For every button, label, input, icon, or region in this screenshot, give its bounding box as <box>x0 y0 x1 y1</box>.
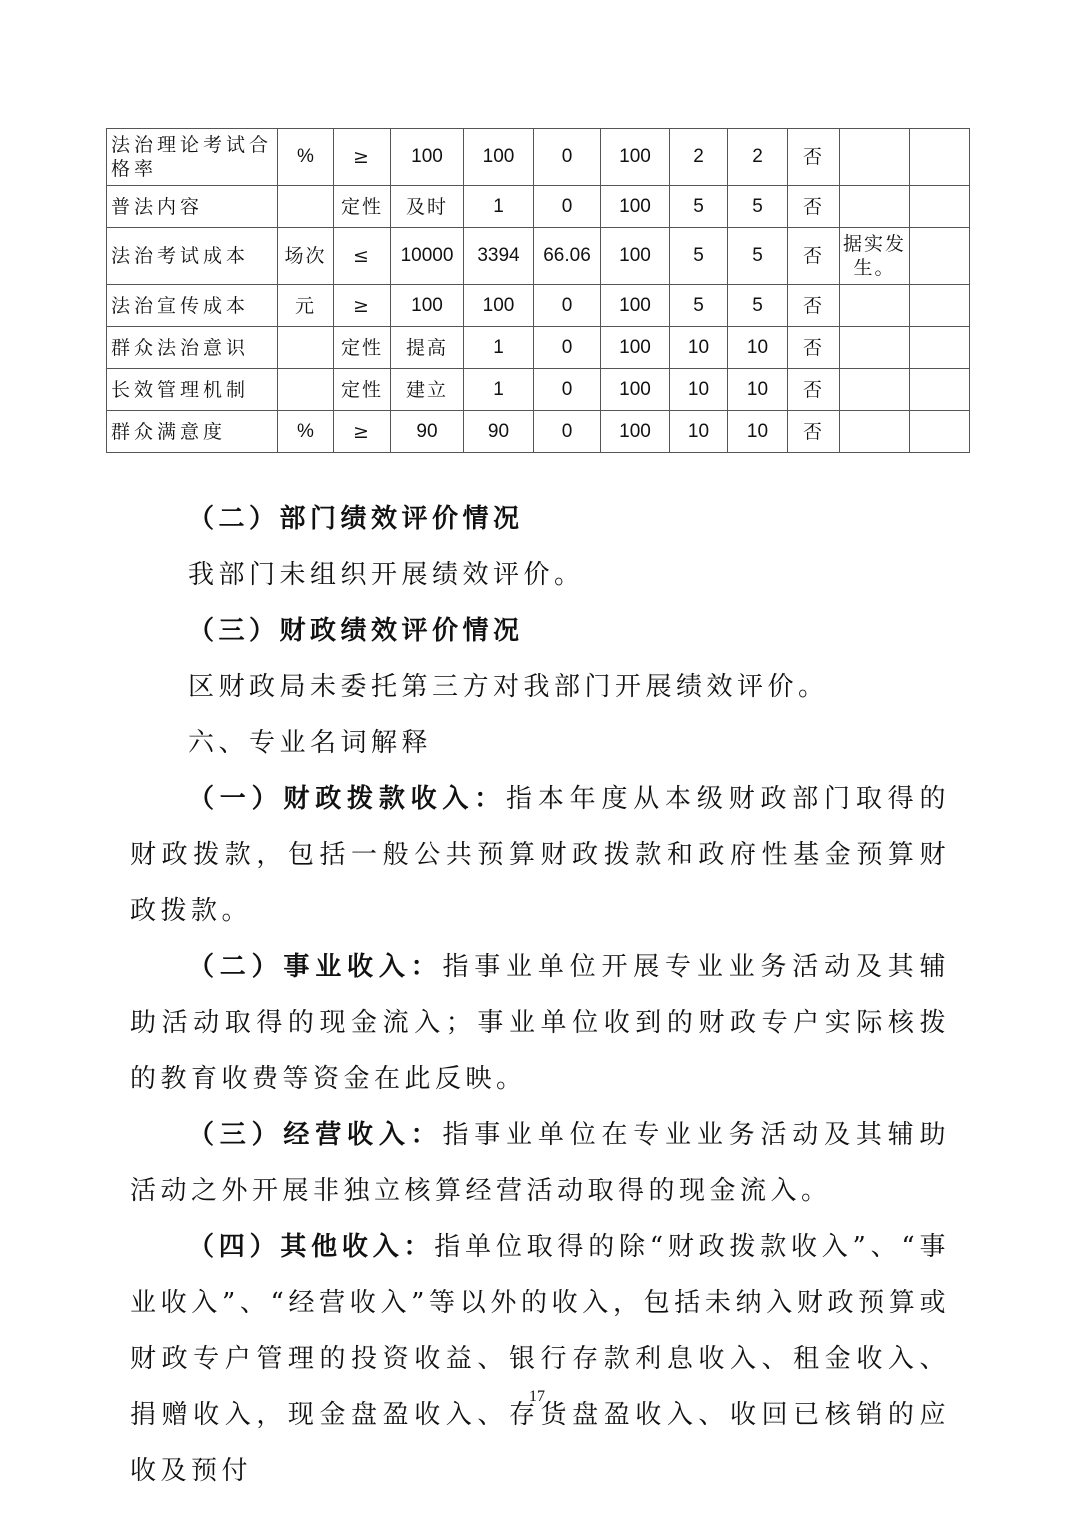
table-cell: 10 <box>670 411 728 453</box>
table-cell: 1 <box>464 327 534 369</box>
table-cell: 100 <box>601 186 670 228</box>
table-cell: 否 <box>788 369 840 411</box>
table-cell: 场次 <box>278 228 334 285</box>
page-number: 17 <box>529 1388 545 1405</box>
table-cell <box>910 228 970 285</box>
table-cell: % <box>278 129 334 186</box>
table-cell: 0 <box>534 327 601 369</box>
table-cell: 元 <box>278 285 334 327</box>
table-cell: 0 <box>534 369 601 411</box>
table-cell: 定性 <box>334 369 391 411</box>
table-row <box>107 327 970 369</box>
term-definition: 指单位取得的除“财政拨款收入”、“事业收入”、“经营收入”等以外的收入，包括未纳入财政预算或财政专户管理的投资收益、银行存款利息收入、租金收入、捐赠收入，现金盘盈收入、存货盘盈收入、收回已核销的应收及预付 <box>130 1232 950 1486</box>
table-cell <box>910 186 970 228</box>
table-cell: 定性 <box>334 327 391 369</box>
term-paragraph <box>130 1107 950 1219</box>
table-cell: 据实发生。 <box>840 228 910 285</box>
table-cell: 100 <box>601 369 670 411</box>
table-row <box>107 186 970 228</box>
table-row <box>107 369 970 411</box>
table-cell: 100 <box>601 411 670 453</box>
indicator-name-cell: 法治理论考试合格率 <box>107 129 278 186</box>
indicator-name-cell: 法治考试成本 <box>107 228 278 285</box>
table-cell: 否 <box>788 228 840 285</box>
term-paragraph <box>130 1219 950 1499</box>
table-cell <box>840 285 910 327</box>
term-label: （三）经营收入： <box>188 1120 443 1150</box>
table-cell: 100 <box>391 129 464 186</box>
table-cell: 100 <box>601 285 670 327</box>
term-paragraph <box>130 939 950 1107</box>
dept-eval-heading: （二）部门绩效评价情况 <box>188 504 524 534</box>
table-cell: ≤ <box>334 228 391 285</box>
table-cell: 10 <box>670 327 728 369</box>
term-definition: 指事业单位开展专业业务活动及其辅助活动取得的现金流入；事业单位收到的财政专户实际核拨的教育收费等资金在此反映。 <box>130 952 950 1094</box>
indicator-name-cell: 群众满意度 <box>107 411 278 453</box>
table-cell: 5 <box>728 186 788 228</box>
term-definition: 指本年度从本级财政部门取得的财政拨款，包括一般公共预算财政拨款和政府性基金预算财政拨款。 <box>130 784 950 926</box>
table-cell: 0 <box>534 285 601 327</box>
table-cell <box>278 186 334 228</box>
table-cell <box>278 327 334 369</box>
table-cell <box>910 129 970 186</box>
table-cell: 100 <box>601 129 670 186</box>
indicator-name-cell: 法治宣传成本 <box>107 285 278 327</box>
table-cell: 否 <box>788 285 840 327</box>
table-cell: 5 <box>670 285 728 327</box>
table-cell: 1 <box>464 186 534 228</box>
table-cell: 2 <box>728 129 788 186</box>
table-cell: 90 <box>464 411 534 453</box>
table-cell: 10 <box>728 327 788 369</box>
table-cell: 0 <box>534 129 601 186</box>
table-cell: 建立 <box>391 369 464 411</box>
table-cell <box>840 411 910 453</box>
fin-eval-heading: （三）财政绩效评价情况 <box>188 616 524 646</box>
table-cell: 66.06 <box>534 228 601 285</box>
table-cell <box>910 369 970 411</box>
table-cell: ≥ <box>334 129 391 186</box>
table-cell: 10 <box>670 369 728 411</box>
table-cell: % <box>278 411 334 453</box>
table-body <box>107 129 970 453</box>
table-cell: 3394 <box>464 228 534 285</box>
table-cell <box>910 411 970 453</box>
table-cell: 提高 <box>391 327 464 369</box>
table-cell: 100 <box>391 285 464 327</box>
table-cell: ≥ <box>334 285 391 327</box>
table-row <box>107 228 970 285</box>
table-row <box>107 285 970 327</box>
table-cell: 定性 <box>334 186 391 228</box>
table-cell: 0 <box>534 186 601 228</box>
table-cell <box>910 285 970 327</box>
term-paragraph <box>130 771 950 939</box>
term-label: （一）财政拨款收入： <box>188 784 507 814</box>
table-cell: 100 <box>601 327 670 369</box>
table-cell: 否 <box>788 411 840 453</box>
table-cell <box>840 327 910 369</box>
table-cell: 100 <box>464 285 534 327</box>
indicator-name-cell: 普法内容 <box>107 186 278 228</box>
table-cell: 10000 <box>391 228 464 285</box>
table-cell: 10 <box>728 411 788 453</box>
table-cell: 100 <box>464 129 534 186</box>
term-label: （二）事业收入： <box>188 952 443 982</box>
terms-heading: 六、专业名词解释 <box>188 728 433 758</box>
table-row <box>107 129 970 186</box>
table-cell <box>840 369 910 411</box>
table-cell: ≥ <box>334 411 391 453</box>
indicator-name-cell: 群众法治意识 <box>107 327 278 369</box>
table-cell: 5 <box>670 228 728 285</box>
table-cell: 90 <box>391 411 464 453</box>
table-cell: 100 <box>601 228 670 285</box>
table-cell: 否 <box>788 327 840 369</box>
performance-indicator-table <box>106 128 970 453</box>
table-cell: 1 <box>464 369 534 411</box>
body-text <box>130 491 950 1499</box>
fin-eval-text: 区财政局未委托第三方对我部门开展绩效评价。 <box>188 672 829 702</box>
table-cell: 10 <box>728 369 788 411</box>
table-cell <box>278 369 334 411</box>
table-cell: 否 <box>788 186 840 228</box>
table-cell: 及时 <box>391 186 464 228</box>
term-definition: 指事业单位在专业业务活动及其辅助活动之外开展非独立核算经营活动取得的现金流入。 <box>130 1120 950 1206</box>
table-cell: 5 <box>728 228 788 285</box>
table-cell <box>840 186 910 228</box>
table-cell: 否 <box>788 129 840 186</box>
table-row <box>107 411 970 453</box>
table-cell: 5 <box>728 285 788 327</box>
table-cell: 5 <box>670 186 728 228</box>
table-cell <box>910 327 970 369</box>
dept-eval-text: 我部门未组织开展绩效评价。 <box>188 560 585 590</box>
table-cell: 2 <box>670 129 728 186</box>
table-cell: 0 <box>534 411 601 453</box>
term-label: （四）其他收入： <box>188 1232 435 1262</box>
table-cell <box>840 129 910 186</box>
indicator-name-cell: 长效管理机制 <box>107 369 278 411</box>
